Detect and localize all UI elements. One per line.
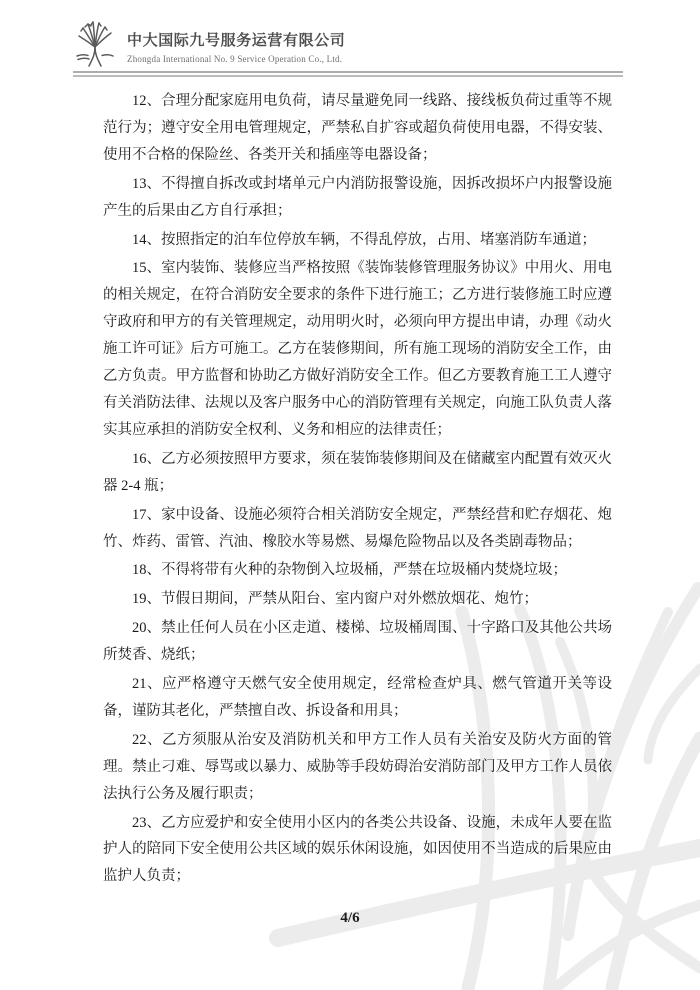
contract-paragraph: 21、应严格遵守天燃气安全使用规定，经常检查炉具、燃气管道开关等设备，谨防其老化，严禁擅自改、拆设备和用具；: [103, 676, 612, 719]
contract-paragraph: 15、室内装饰、装修应当严格按照《装饰装修管理服务协议》中用火、用电的相关规定，在符合消防安全要求的条件下进行施工；乙方进行装修施工时应遵守政府和甲方的有关管理规定，动用明火时，必须向甲方提出申请，办理《动火施工许可证》后方可施工。乙方在装修期间，所有施工现场的消防安全工作，由乙方负责。甲方监督和协助乙方做好消防安全工作。但乙方要教育施工工人遵守有关消防法律、法规以及客户服务中心的消防管理有关规定，向施工队负责人落实其应承担的消防安全权利、义务和相应的法律责任；: [103, 260, 612, 438]
company-identity: [127, 29, 345, 64]
company-name-en: Zhongda International No. 9 Service Operation Co., Ltd.: [127, 54, 343, 64]
contract-paragraph: 13、不得擅自拆改或封堵单元户内消防报警设施，因拆改损坏户内报警设施产生的后果由乙方自行承担；: [103, 175, 612, 219]
contract-paragraph: 22、乙方须服从治安及消防机关和甲方工作人员有关治安及防火方面的管理。禁止刁难、辱骂或以暴力、威胁等手段妨碍治安消防部门及甲方工作人员依法执行公务及履行职责；: [103, 731, 612, 802]
contract-paragraph: 17、家中设备、设施必须符合相关消防安全规定，严禁经营和贮存烟花、炮竹、炸药、雷管、汽油、橡胶水等易燃、易爆危险物品以及各类剧毒物品；: [103, 506, 612, 550]
contract-paragraph: 18、不得将带有火种的杂物倒入垃圾桶，严禁在垃圾桶内焚烧垃圾；: [132, 562, 567, 579]
contract-paragraph: 12、合理分配家庭用电负荷，请尽量避免同一线路、接线板负荷过重等不规范行为；遵守安全用电管理规定，严禁私自扩容或超负荷使用电器，不得安装、使用不合格的保险丝、各类开关和插座等电器设备；: [103, 93, 612, 163]
contract-paragraph: 14、按照指定的泊车位停放车辆，不得乱停放，占用、堵塞消防车通道；: [132, 231, 596, 248]
contract-paragraph: 19、节假日期间，严禁从阳台、室内窗户对外燃放烟花、炮竹；: [132, 591, 538, 608]
company-logo-tree-icon: [74, 20, 116, 68]
page-number: 4/6: [340, 910, 360, 926]
document-body: [103, 88, 612, 892]
contract-paragraph: 16、乙方必须按照甲方要求，须在装饰装修期间及在储藏室内配置有效灭火器 2-4 瓶；: [103, 450, 612, 494]
contract-paragraph: 23、乙方应爱护和安全使用小区内的各类公共设备、设施，未成年人要在监护人的陪同下安全使用公共区域的娱乐休闲设施，如因使用不当造成的后果应由监护人负责；: [103, 814, 612, 885]
company-name-zh: 中大国际九号服务运营有限公司: [127, 33, 346, 49]
page-footer: [0, 910, 700, 927]
header-divider-line: [73, 71, 623, 77]
contract-paragraph: 20、禁止任何人员在小区走道、楼梯、垃圾桶周围、十字路口及其他公共场所焚香、烧纸；: [103, 620, 612, 664]
